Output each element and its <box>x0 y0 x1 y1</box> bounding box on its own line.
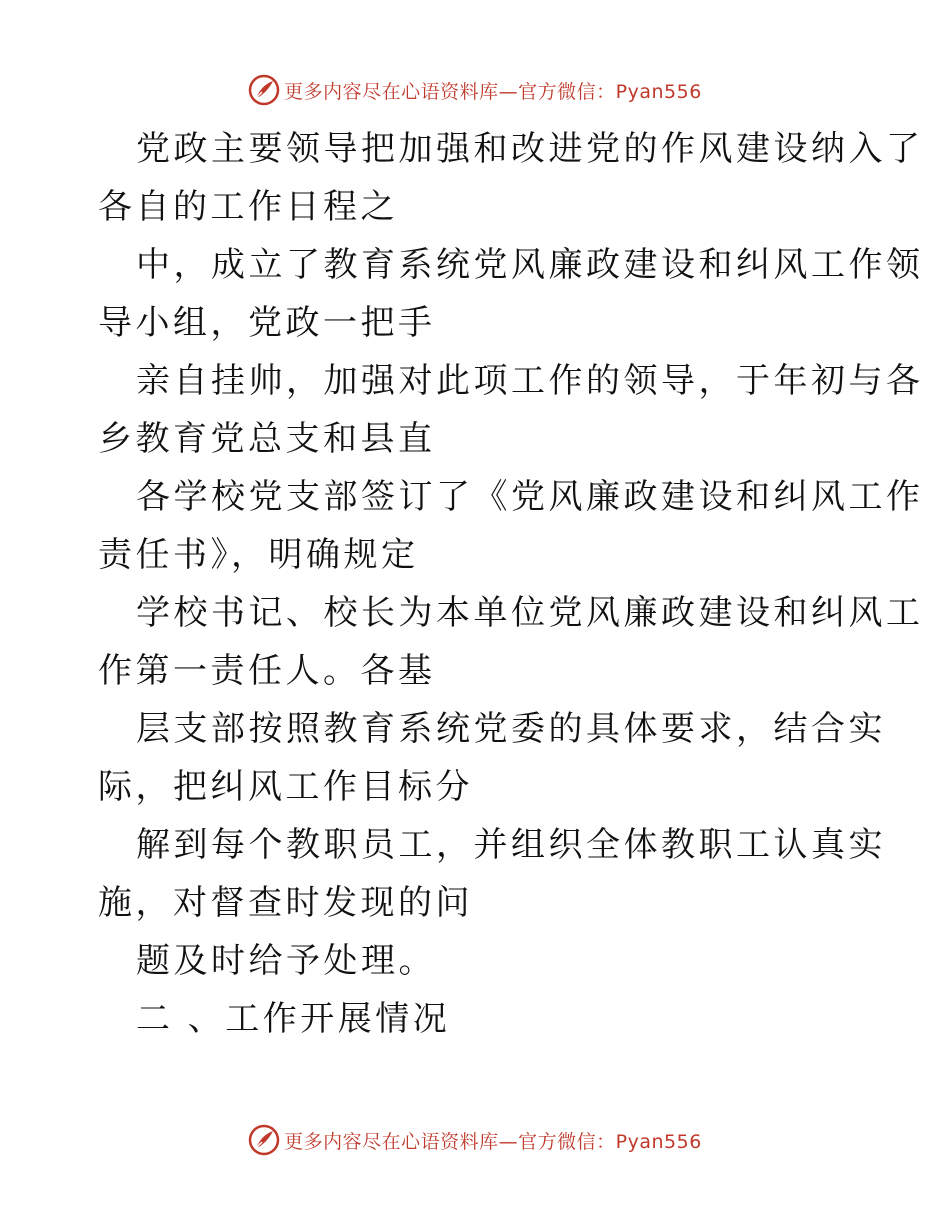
text-line: 解到每个教职员工，并组织全体教职工认真实 <box>136 825 886 865</box>
footer-watermark-text: 更多内容尽在心语资料库—官方微信：Pyan556 <box>284 1130 702 1153</box>
text-line: 责任书》，明确规定 <box>98 535 419 575</box>
text-line: 各自的工作日程之 <box>98 187 398 227</box>
text-line: 乡教育党总支和县直 <box>98 419 436 459</box>
text-line: 际，把纠风工作目标分 <box>98 767 473 807</box>
text-line: 题及时给予处理。 <box>136 941 436 981</box>
text-line: 党政主要领导把加强和改进党的作风建设纳入了 <box>136 129 924 169</box>
footer-watermark <box>0 1120 950 1160</box>
document-body <box>98 120 924 1048</box>
header-watermark-text: 更多内容尽在心语资料库—官方微信：Pyan556 <box>284 80 702 103</box>
text-line: 各学校党支部签订了《党风廉政建设和纠风工作 <box>136 477 924 517</box>
header-watermark <box>0 70 950 110</box>
text-line: 施，对督查时发现的问 <box>98 883 473 923</box>
text-line: 导小组，党政一把手 <box>98 303 436 343</box>
red-quill-logo-icon <box>248 1124 280 1156</box>
text-line: 中，成立了教育系统党风廉政建设和纠风工作领 <box>136 245 924 285</box>
text-line: 亲自挂帅，加强对此项工作的领导，于年初与各 <box>136 361 924 401</box>
text-line: 层支部按照教育系统党委的具体要求，结合实 <box>136 709 886 749</box>
red-quill-logo-icon <box>248 74 280 106</box>
text-line: 学校书记、校长为本单位党风廉政建设和纠风工 <box>136 593 924 633</box>
text-line: 作第一责任人。各基 <box>98 651 436 691</box>
section-heading: 二 、工作开展情况 <box>136 999 451 1039</box>
